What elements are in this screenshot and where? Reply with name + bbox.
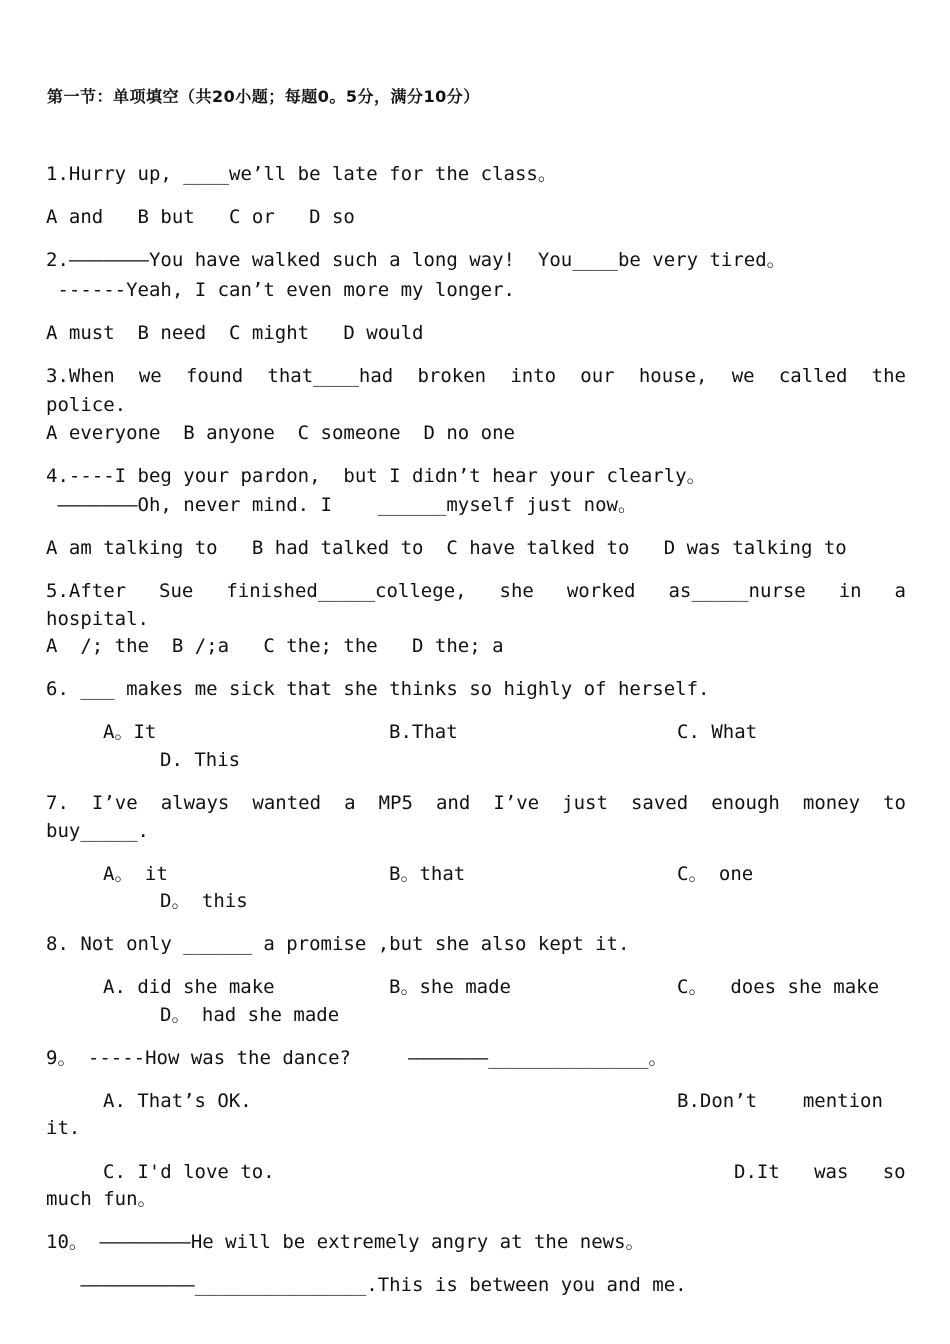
question-6-stem: 6. ___ makes me sick that she thinks so highly of herself. — [46, 678, 710, 700]
question-1-options: A and B but C or D so — [46, 206, 355, 228]
question-6-option-b: B.That — [389, 721, 458, 743]
question-8-option-a: A. did she make — [103, 976, 275, 998]
question-9-option-d-continued: much fun。 — [46, 1188, 157, 1210]
question-7-option-b: B。that — [389, 863, 466, 885]
question-1-stem: 1.Hurry up, ____we’ll be late for the class。 — [46, 163, 557, 185]
question-9-option-b-continued: it. — [46, 1117, 81, 1139]
question-4-options: A am talking to B had talked to C have talked to D was talking to — [46, 537, 847, 559]
question-7-option-d: D。 this — [160, 890, 248, 912]
question-3-line-1: 3.When we found that____had broken into our house, we called the — [46, 365, 906, 387]
question-8-option-b: B。she made — [389, 976, 511, 998]
question-5-line-2: hospital. — [46, 608, 149, 630]
question-4-line-1: 4.----I beg your pardon, but I didn’t hear your clearly。 — [46, 465, 706, 487]
question-4-line-2: ———————Oh, never mind. I ______myself just now。 — [46, 494, 637, 516]
question-5-options: A /; the B /;a C the; the D the; a — [46, 635, 504, 657]
question-6-option-c: C. What — [677, 721, 758, 743]
question-7-line-1: 7. I’ve always wanted a MP5 and I’ve just saved enough money to — [46, 792, 906, 814]
question-9-stem: 9。 -----How was the dance? ———————______________。 — [46, 1047, 668, 1069]
question-8-option-c: C。 does she make — [677, 976, 880, 998]
question-7-option-c: C。 one — [677, 863, 754, 885]
question-9-option-c: C. I'd love to. — [103, 1161, 275, 1183]
question-9-option-d: D.It was so — [734, 1161, 906, 1183]
question-6-option-d: D. This — [160, 749, 241, 771]
question-9-option-a: A. That’s OK. — [103, 1090, 252, 1112]
question-2-line-2: ------Yeah, I can’t even more my longer. — [46, 279, 515, 301]
question-2-line-1: 2.———————You have walked such a long way! You____be very tired。 — [46, 249, 786, 271]
question-10-line-2: ——————————_______________.This is between you and me. — [46, 1274, 687, 1296]
question-10-line-1: 10。 ————————He will be extremely angry at the news。 — [46, 1231, 645, 1253]
question-8-stem: 8. Not only ______ a promise ,but she also kept it. — [46, 933, 630, 955]
question-9-option-b: B.Don’t mention — [677, 1090, 883, 1112]
question-2-options: A must B need C might D would — [46, 322, 424, 344]
question-7-option-a: A。 it — [103, 863, 168, 885]
question-5-line-1: 5.After Sue finished_____college, she worked as_____nurse in a — [46, 580, 906, 602]
question-3-options: A everyone B anyone C someone D no one — [46, 422, 515, 444]
section-heading: 第一节：单项填空（共20小题；每题0。5分，满分10分） — [47, 87, 480, 106]
question-6-option-a: A。It — [103, 721, 157, 743]
question-7-line-2: buy_____. — [46, 820, 149, 842]
question-8-option-d: D。 had she made — [160, 1004, 340, 1026]
question-3-line-2: police. — [46, 394, 127, 416]
